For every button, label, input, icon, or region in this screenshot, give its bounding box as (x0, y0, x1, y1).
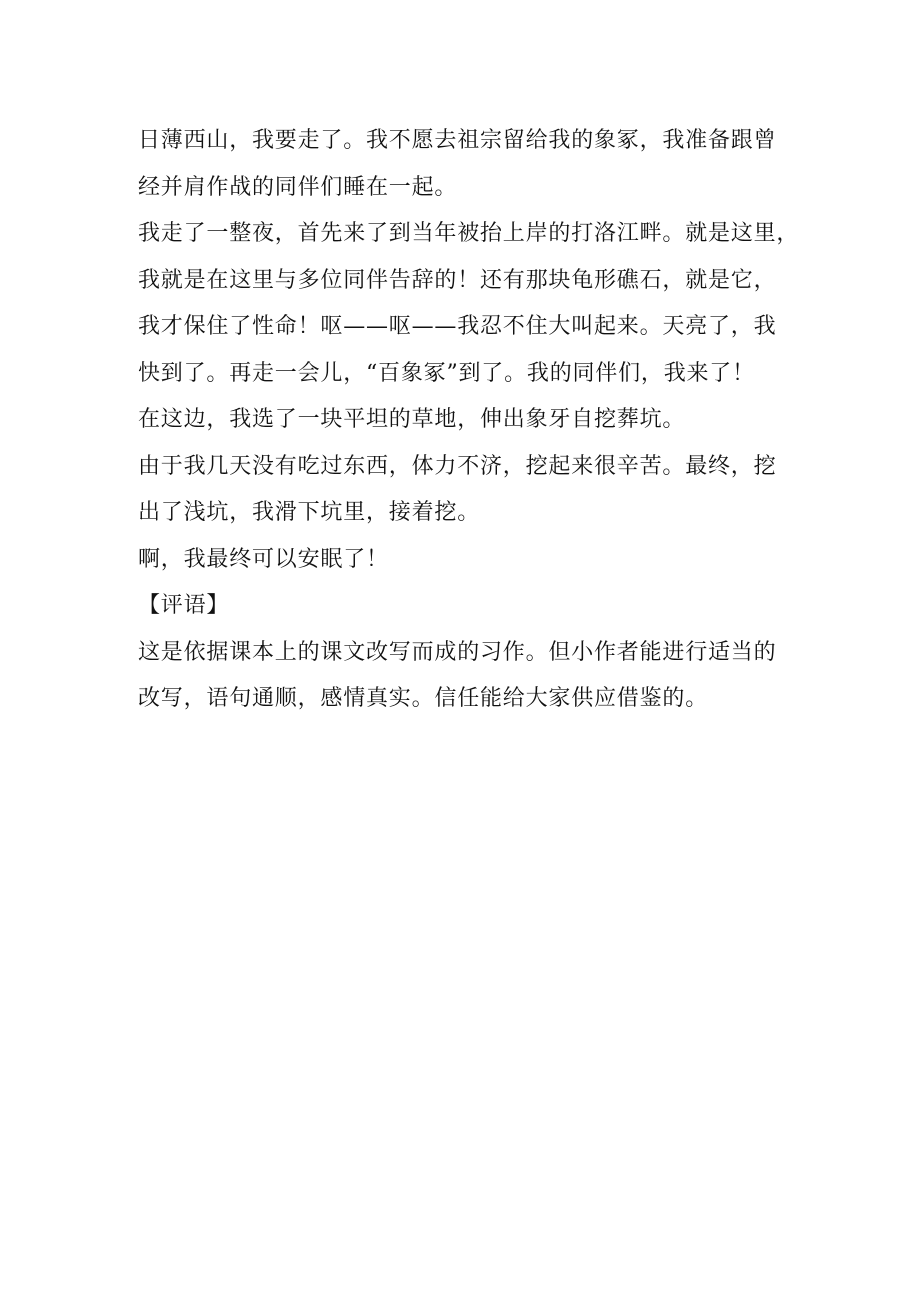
story-paragraph-3 (138, 444, 788, 537)
review-paragraph (138, 630, 788, 723)
text-line: 改写，语句通顺，感情真实。信任能给大家供应借鉴的。 (138, 686, 709, 711)
story-paragraph-1 (138, 118, 788, 211)
text-line: 经并肩作战的同伴们睡在一起。 (138, 174, 458, 200)
text-line: 出了浅坑，我滑下坑里，接着挖。 (138, 500, 481, 525)
text-line: 啊，我最终可以安眠了！ (138, 546, 389, 572)
review-heading: 【评语】 (138, 593, 230, 618)
text-line: 在这边，我选了一块平坦的草地，伸出象牙自挖葬坑。 (138, 407, 686, 432)
document-body (138, 118, 800, 723)
text-line: 我才保住了性命！呕——呕——我忍不住大叫起来。天亮了，我 (138, 314, 777, 339)
text-line: 由于我几天没有吃过东西，体力不济，挖起来很辛苦。最终，挖 (138, 453, 777, 479)
story-paragraph-4 (138, 537, 788, 584)
text-line: 我就是在这里与多位同伴告辞的！还有那块龟形礁石，就是它， (138, 267, 777, 293)
text-line: 日薄西山，我要走了。我不愿去祖宗留给我的象冢，我准备跟曾 (138, 128, 777, 153)
text-line: 这是依据课本上的课文改写而成的习作。但小作者能进行适当的 (138, 639, 777, 665)
story-paragraph-2 (138, 211, 800, 444)
text-line: 快到了。再走一会儿，“百象冢”到了。我的同伴们，我来了！ (138, 360, 755, 386)
text-line: 我走了一整夜，首先来了到当年被抬上岸的打洛江畔。就是这里， (138, 221, 800, 246)
